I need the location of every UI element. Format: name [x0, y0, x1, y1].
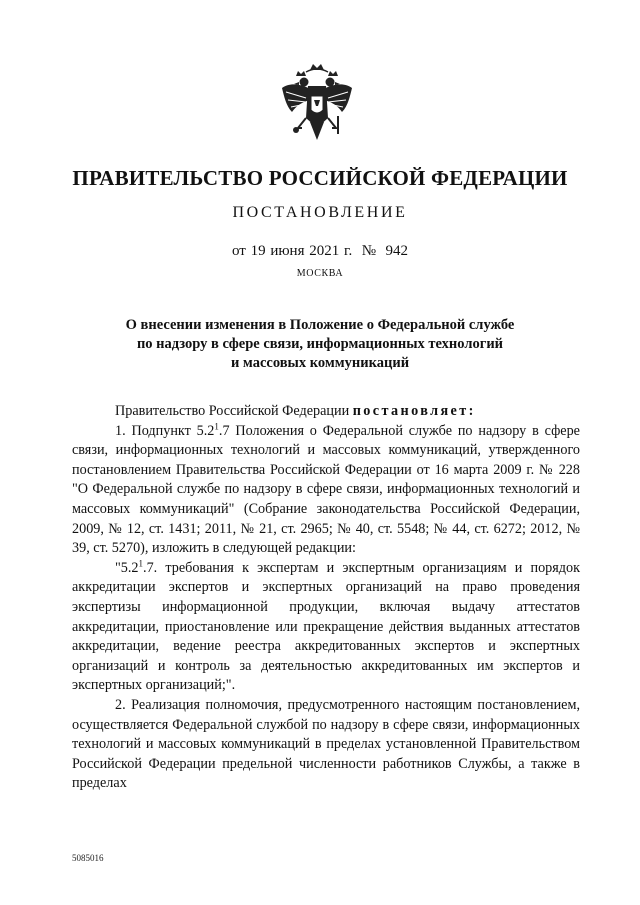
- document-date-number: от 19 июня 2021 г. № 942: [231, 243, 409, 259]
- paragraph-1-rest: .7 Положения о Федеральной службе по надзору в сфере связи, информационных технологий и массовых коммуникаций, утвержденного постановлением Правительства Российской Федерации от 16 марта 2009 г. № 228 "О Федеральной службе по надзору в сфере связи, информационных технологий и массовых коммуникаций" (Собрание законодательства Российской Федерации, 2009, № 12, ст. 1431; 2011, № 21, ст. 2965; № 40, ст. 5548; № 44, ст. 6272; 2012, № 39, ст. 5270), изложить в следующей редакции:: [72, 422, 580, 557]
- document-code: 5085016: [72, 853, 104, 863]
- intro-spaced-verb: постановляет:: [352, 403, 476, 419]
- document-subject: [90, 316, 550, 373]
- paragraph-2-start: "5.2: [115, 559, 139, 576]
- paragraph-1: [72, 422, 580, 559]
- subject-line-2: по надзору в сфере связи, информационных технологий: [136, 336, 504, 352]
- paragraph-2-rest: .7. требования к экспертам и экспертным организациям и порядок аккредитации экспертов и экспертных организаций на право проведения экспертизы информационной продукции, включая выдачу аттестатов аккредитации, приостановление или прекращение действия выданных аттестатов аккредитации, ведение реестра аккредитованных экспертов и экспертных организаций и контроль за деятельностью аккредитованных им экспертов и экспертных организаций;".: [72, 559, 580, 694]
- intro-paragraph: [72, 402, 580, 422]
- paragraph-1-superscript: 1: [214, 420, 219, 431]
- paragraph-1-start: 1. Подпункт 5.2: [115, 422, 215, 439]
- document-body: [72, 402, 580, 794]
- document-type: ПОСТАНОВЛЕНИЕ: [232, 204, 408, 221]
- paragraph-2: [72, 559, 580, 696]
- organization-title: ПРАВИТЕЛЬСТВО РОССИЙСКОЙ ФЕДЕРАЦИИ: [72, 166, 568, 190]
- paragraph-2-superscript: 1: [138, 558, 144, 569]
- issuing-city: МОСКВА: [296, 268, 344, 279]
- coat-of-arms-icon: [274, 56, 360, 148]
- intro-text: Правительство Российской Федерации: [115, 403, 353, 419]
- subject-line-3: и массовых коммуникаций: [230, 355, 410, 371]
- paragraph-3: 2. Реализация полномочия, предусмотренного настоящим постановлением, осуществляется Федеральной службой по надзору в сфере связи, информационных технологий и массовых коммуникаций в пределах установленной Правительством Российской Федерации предельной численности работников Службы, а также в пределах: [72, 696, 580, 792]
- subject-line-1: О внесении изменения в Положение о Федеральной службе: [125, 317, 515, 333]
